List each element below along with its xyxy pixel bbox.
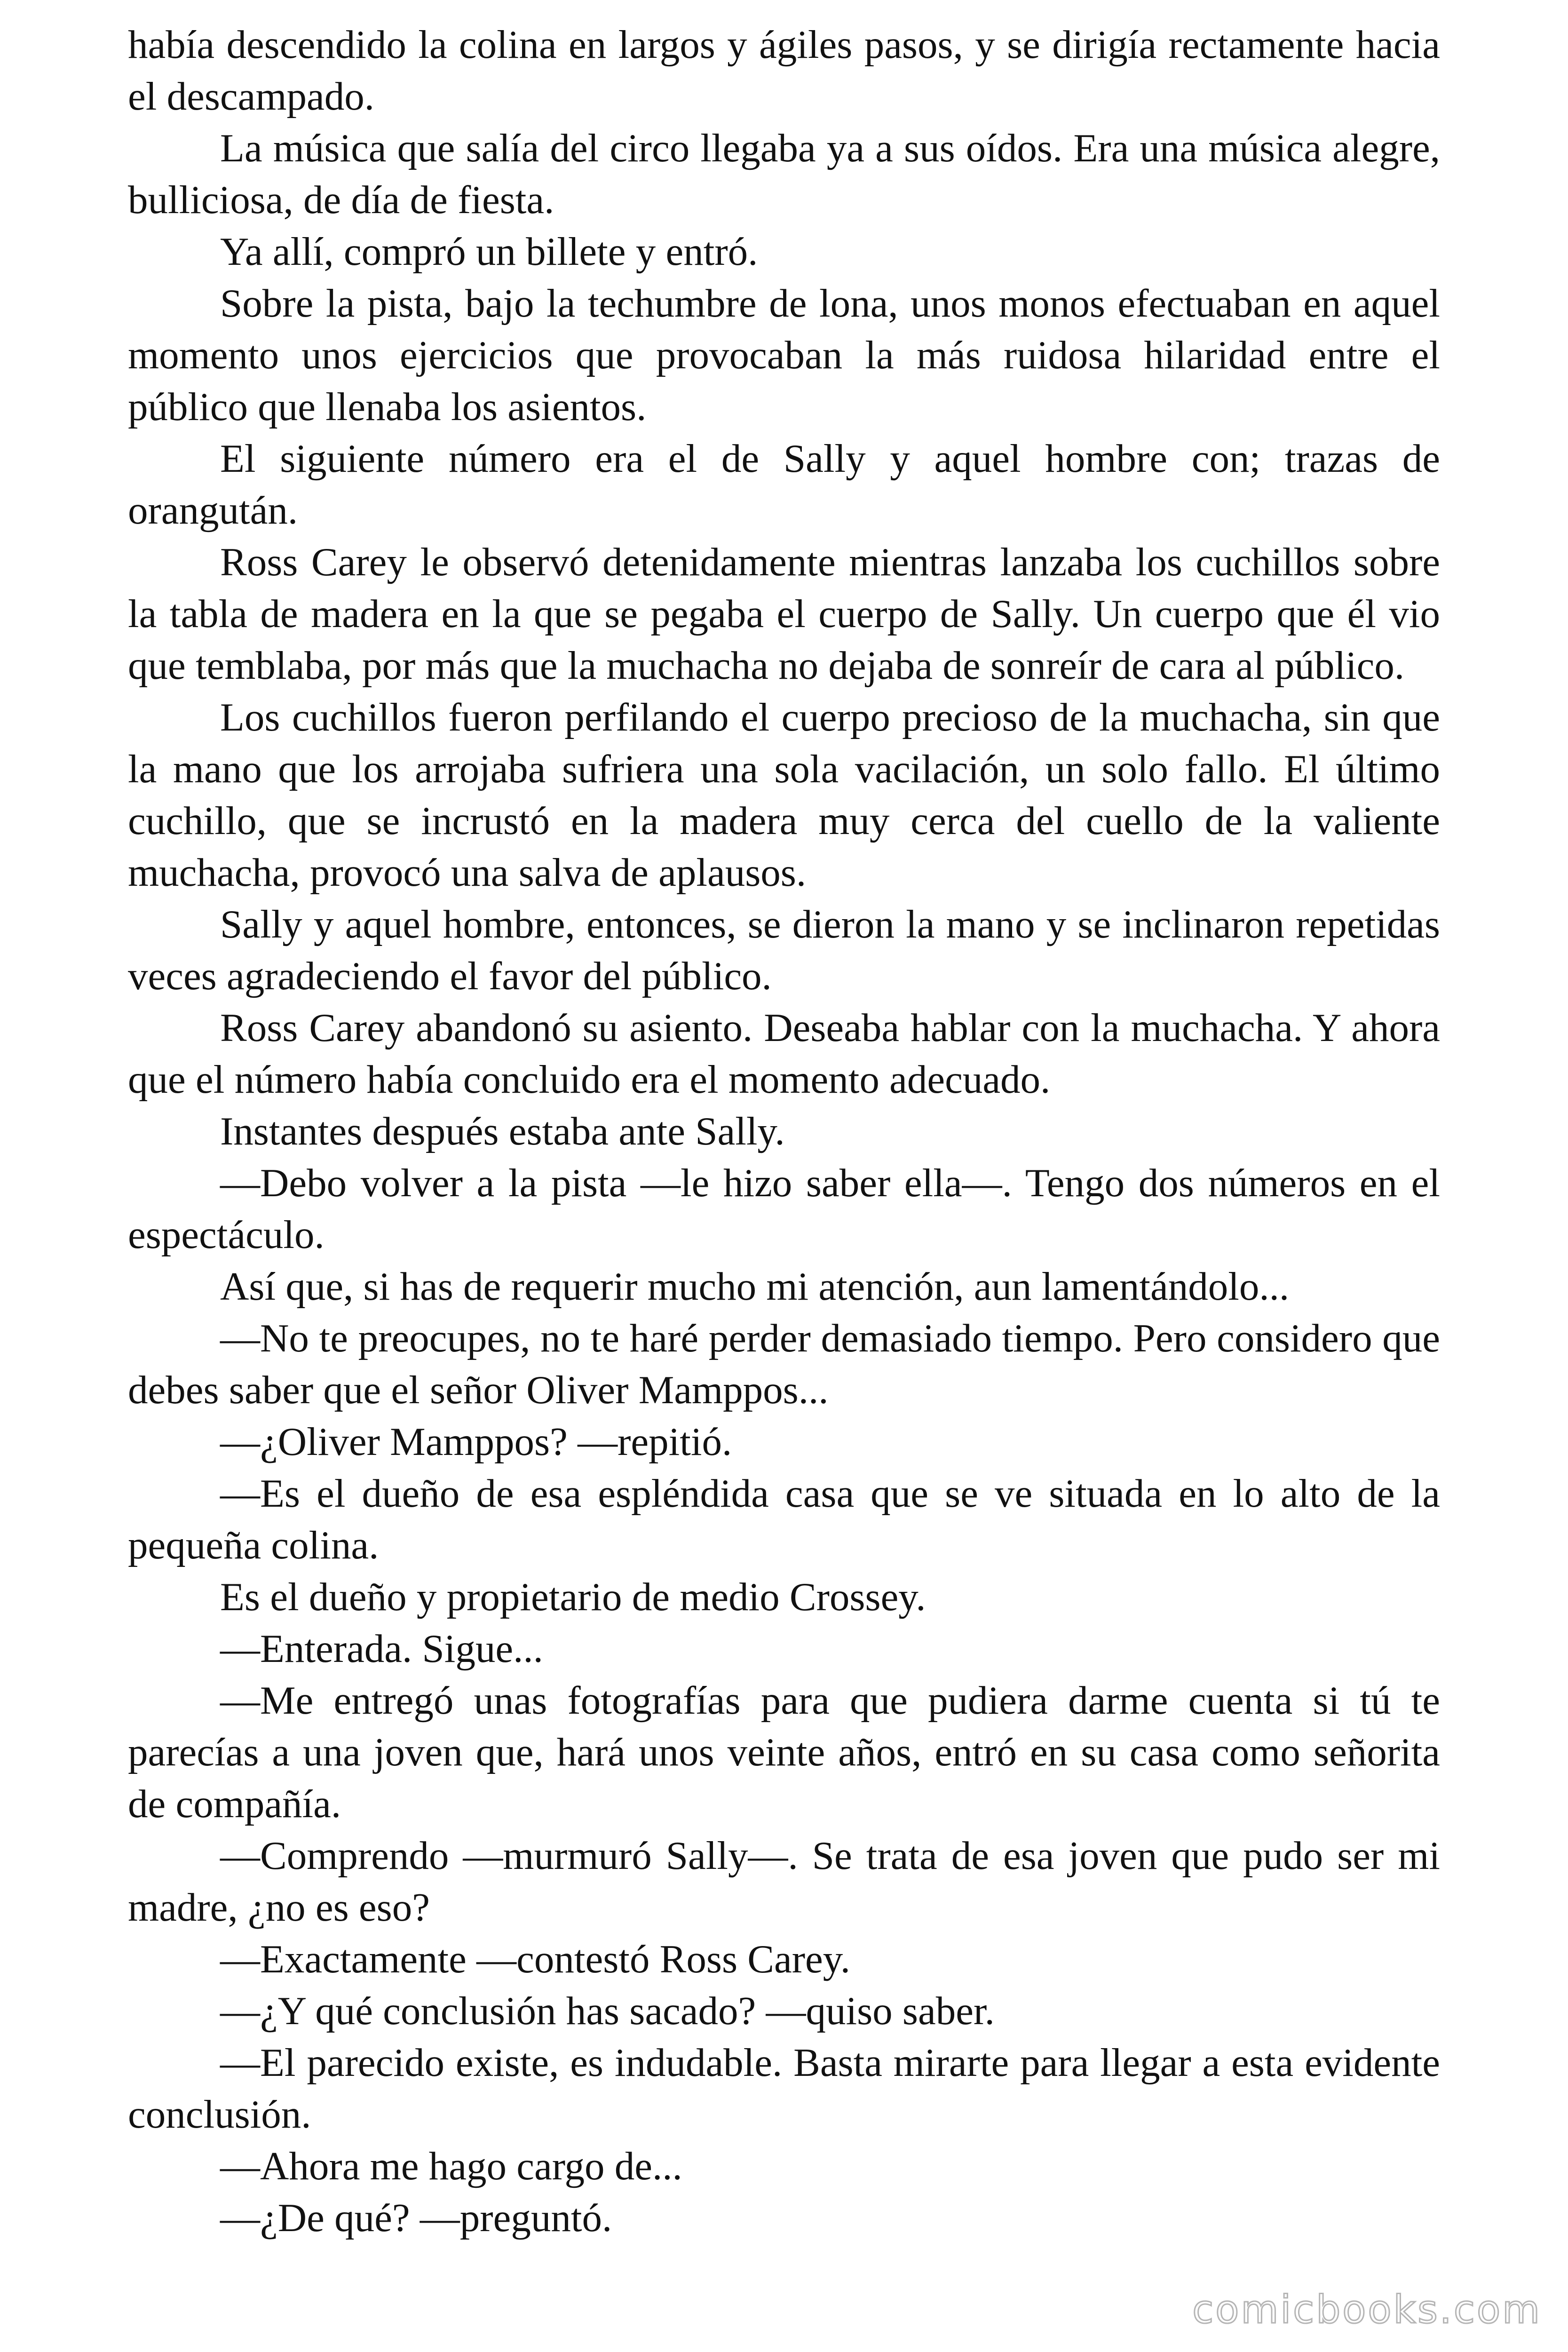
paragraph: —Ahora me hago cargo de... [220,2144,682,2188]
paragraph: había descendido la colina en largos y ágiles pasos, y se dirigía rectamente hacia el descampado. [128,23,1440,119]
paragraph: Ross Carey le observó detenidamente mientras lanzaba los cuchillos sobre la tabla de madera en la que se pegaba el cuerpo de Sally. Un cuerpo que él vio que temblaba, por más que la muchacha no dejaba de sonreír de cara al público. [128,540,1440,688]
paragraph: —El parecido existe, es indudable. Basta mirarte para llegar a esta evidente conclusión. [128,2041,1440,2137]
paragraph: Instantes después estaba ante Sally. [220,1109,785,1153]
paragraph: —Me entregó unas fotografías para que pudiera darme cuenta si tú te parecías a una joven que, hará unos veinte años, entró en su casa como señorita de compañía. [128,1678,1440,1826]
paragraph: Así que, si has de requerir mucho mi atención, aun lamentándolo... [220,1264,1290,1309]
paragraph: —Es el dueño de esa espléndida casa que se ve situada en lo alto de la pequeña colina. [128,1471,1440,1567]
paragraph: —¿Oliver Mamppos? —repitió. [220,1420,732,1464]
paragraph: El siguiente número era el de Sally y aquel hombre con; trazas de orangután. [128,437,1440,532]
paragraph: —Exactamente —contestó Ross Carey. [220,1937,850,1981]
paragraph: —¿De qué? —preguntó. [220,2196,612,2240]
paragraph: Ya allí, compró un billete y entró. [220,230,758,274]
paragraph: La música que salía del circo llegaba ya a sus oídos. Era una música alegre, bulliciosa, de día de fiesta. [128,126,1440,222]
paragraph: Sobre la pista, bajo la techumbre de lona, unos monos efectuaban en aquel momento unos ejercicios que provocaban la más ruidosa hilaridad entre el público que llenaba los asientos. [128,281,1440,429]
watermark: comicbooks.com [1192,2288,1542,2332]
paragraph: —Comprendo —murmuró Sally—. Se trata de esa joven que pudo ser mi madre, ¿no es eso? [128,1834,1440,1930]
paragraph: —No te preocupes, no te haré perder demasiado tiempo. Pero considero que debes saber que el señor Oliver Mamppos... [128,1316,1440,1412]
paragraph: Es el dueño y propietario de medio Crossey. [220,1575,926,1619]
paragraph: —Debo volver a la pista —le hizo saber ella—. Tengo dos números en el espectáculo. [128,1161,1440,1257]
body-text [128,19,1440,2244]
paragraph: Los cuchillos fueron perfilando el cuerpo precioso de la muchacha, sin que la mano que los arrojaba sufriera una sola vacilación, un solo fallo. El último cuchillo, que se incrustó en la madera muy cerca del cuello de la valiente muchacha, provocó una salva de aplausos. [128,695,1440,895]
paragraph: —Enterada. Sigue... [220,1627,543,1671]
paragraph: —¿Y qué conclusión has sacado? —quiso saber. [220,1989,995,2033]
paragraph: Ross Carey abandonó su asiento. Deseaba hablar con la muchacha. Y ahora que el número había concluido era el momento adecuado. [128,1006,1440,1102]
paragraph: Sally y aquel hombre, entonces, se dieron la mano y se inclinaron repetidas veces agradeciendo el favor del público. [128,902,1440,998]
